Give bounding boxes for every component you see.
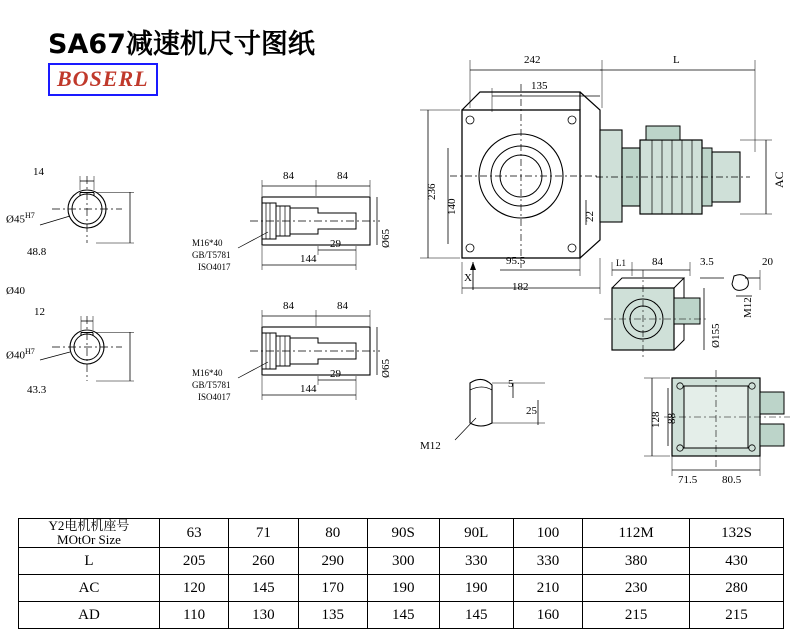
dim-key-width-lower: 12 xyxy=(34,306,45,318)
dim-80-5: 80.5 xyxy=(722,474,742,486)
table-cell: 230 xyxy=(583,575,690,602)
table-header-row xyxy=(19,519,784,548)
bolt-spec-lower: M16*40 xyxy=(192,368,223,378)
dim-84-b-upper: 84 xyxy=(337,170,348,182)
dim-bore-upper: $Ø45^{H7}$ xyxy=(6,211,35,226)
dim-key-width-upper: 14 xyxy=(33,166,44,178)
table-cell: 330 xyxy=(439,548,513,575)
page-title: SA67减速机尺寸图纸 xyxy=(48,29,315,60)
dim-242: 242 xyxy=(524,54,541,66)
dim-182: 182 xyxy=(512,281,529,293)
size-cell: 100 xyxy=(513,519,582,548)
spec-table xyxy=(18,518,784,629)
table-row xyxy=(19,602,784,629)
size-cell: 71 xyxy=(229,519,298,548)
table-cell: 280 xyxy=(690,575,784,602)
dim-84-a-upper: 84 xyxy=(283,170,294,182)
dim-84-a-lower: 84 xyxy=(283,300,294,312)
table-cell: 110 xyxy=(160,602,229,629)
table-row xyxy=(19,548,784,575)
header-line-1: Y2电机机座号 xyxy=(48,518,130,533)
dim-height-upper: 48.8 xyxy=(27,246,47,258)
dim-alt-bore: Ø40 xyxy=(6,285,25,297)
dim-135: 135 xyxy=(531,80,548,92)
table-cell: 135 xyxy=(298,602,367,629)
table-cell: 130 xyxy=(229,602,298,629)
size-cell: 132S xyxy=(690,519,784,548)
table-cell: 215 xyxy=(690,602,784,629)
table-cell: 120 xyxy=(160,575,229,602)
size-cell: 112M xyxy=(583,519,690,548)
bolt-std2-lower: ISO4017 xyxy=(198,392,231,402)
size-cell: 90S xyxy=(367,519,439,548)
dim-95-5: 95.5 xyxy=(506,255,526,267)
dim-140: 140 xyxy=(446,198,458,215)
dim-144-upper: 144 xyxy=(300,253,317,265)
dim-bore-lower: $Ø40^{H7}$ xyxy=(6,347,35,362)
table-cell: 330 xyxy=(513,548,582,575)
dim-L1: L1 xyxy=(616,258,626,268)
row-label: AC xyxy=(19,575,160,602)
dim-84-flange: 84 xyxy=(652,256,663,268)
dim-71-5: 71.5 xyxy=(678,474,698,486)
table-cell: 430 xyxy=(690,548,784,575)
dim-d65-upper: Ø65 xyxy=(380,229,392,248)
bolt-std2-upper: ISO4017 xyxy=(198,262,231,272)
table-cell: 210 xyxy=(513,575,582,602)
dim-88: 88 xyxy=(666,413,678,424)
dim-d155: Ø155 xyxy=(710,323,722,348)
table-cell: 190 xyxy=(367,575,439,602)
table-header-label xyxy=(19,519,160,548)
thread-m12-flange: M12 xyxy=(742,297,754,318)
dim-29-upper: 29 xyxy=(330,238,341,250)
table-cell: 190 xyxy=(439,575,513,602)
table-cell: 145 xyxy=(439,602,513,629)
table-cell: 260 xyxy=(229,548,298,575)
dim-128: 128 xyxy=(650,411,662,428)
table-cell: 145 xyxy=(367,602,439,629)
size-cell: 80 xyxy=(298,519,367,548)
dim-25: 25 xyxy=(526,405,537,417)
bolt-std1-upper: GB/T5781 xyxy=(192,250,231,260)
dim-AC: AC xyxy=(772,171,786,188)
bolt-std1-lower: GB/T5781 xyxy=(192,380,231,390)
dim-29-lower: 29 xyxy=(330,368,341,380)
row-label: L xyxy=(19,548,160,575)
dim-22: 22 xyxy=(584,211,596,222)
dim-20: 20 xyxy=(762,256,773,268)
dim-236: 236 xyxy=(426,183,438,200)
dim-L: L xyxy=(673,54,680,66)
dim-84-b-lower: 84 xyxy=(337,300,348,312)
table-cell: 215 xyxy=(583,602,690,629)
bolt-spec-upper: M16*40 xyxy=(192,238,223,248)
table-cell: 300 xyxy=(367,548,439,575)
dim-5: 5 xyxy=(508,378,514,390)
table-cell: 160 xyxy=(513,602,582,629)
dim-3-5: 3.5 xyxy=(700,256,714,268)
table-cell: 380 xyxy=(583,548,690,575)
brand-logo: BOSERL xyxy=(48,63,158,96)
row-label: AD xyxy=(19,602,160,629)
table-cell: 290 xyxy=(298,548,367,575)
table-cell: 205 xyxy=(160,548,229,575)
table-cell: 145 xyxy=(229,575,298,602)
dim-d65-lower: Ø65 xyxy=(380,359,392,378)
size-cell: 63 xyxy=(160,519,229,548)
dim-height-lower: 43.3 xyxy=(27,384,47,396)
table-row xyxy=(19,575,784,602)
section-marker-x: X xyxy=(464,272,472,284)
thread-m12-key: M12 xyxy=(420,440,441,452)
table-cell: 170 xyxy=(298,575,367,602)
header-line-2: MOtOr Size xyxy=(57,532,121,547)
dim-144-lower: 144 xyxy=(300,383,317,395)
size-cell: 90L xyxy=(439,519,513,548)
